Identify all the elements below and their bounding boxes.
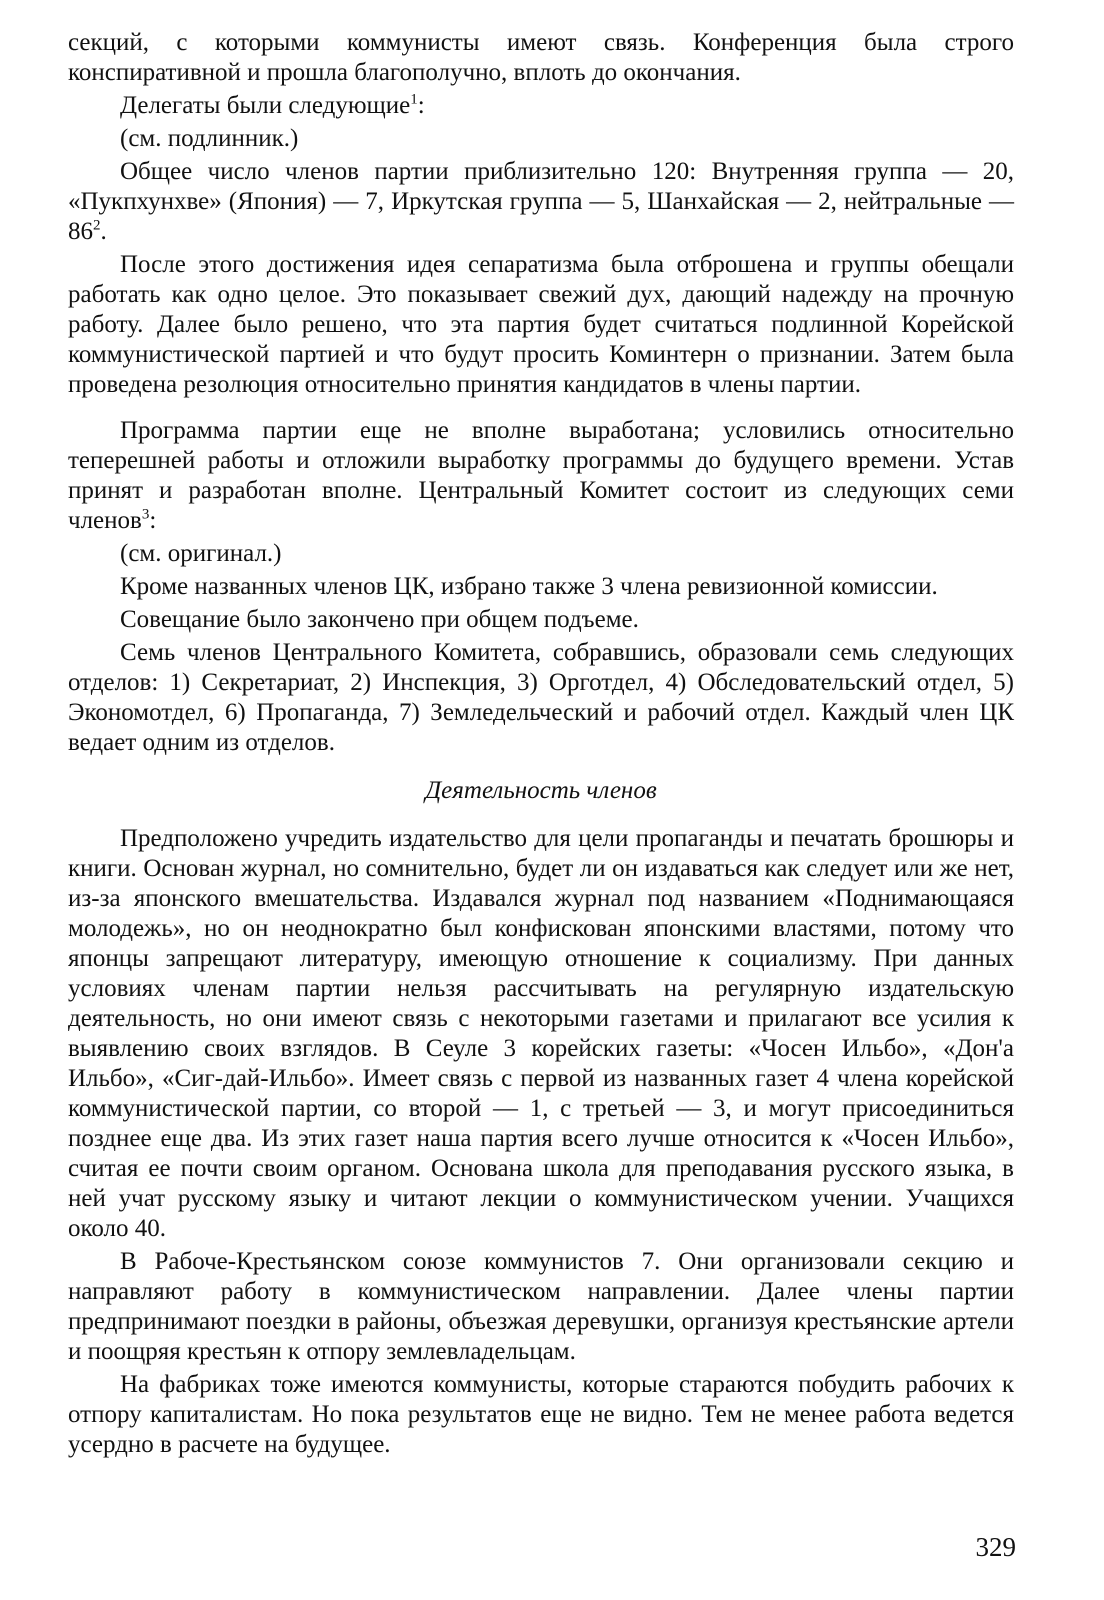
paragraph-delegates-text: Делегаты были следующие [120, 92, 411, 119]
paragraph-member-count-text: Общее число членов партии приблизительно 120: Внутренняя группа — 20, «Пукпхунхве» (Япония) — 7, Иркутская группа — 5, Шанхайская — 2, нейтральные — 86 [68, 158, 1014, 245]
paragraph-see-original-2: (см. оригинал.) [120, 540, 282, 567]
paragraph-peasant-union: В Рабоче-Крестьянском союзе коммунистов 7. Они организовали секцию и направляют работу в коммунистическом направлении. Далее члены партии предпринимают поездки в районы, объезжая деревушки, организуя крестьянские артели и поощряя крестьян к отпору землевладельцам. [68, 1248, 1014, 1365]
paragraph-separatism: После этого достижения идея сепаратизма была отброшена и группы обещали работать как одно целое. Это показывает свежий дух, дающий надежду на прочную работу. Далее было решено, что эта партия будет считаться подлинной Корейской коммунистической партией и что будут просить Коминтерн о признании. Затем была проведена резолюция относительно принятия кандидатов в члены партии. [68, 251, 1014, 398]
paragraph-program-colon: : [149, 507, 157, 534]
paragraph-departments: Семь членов Центрального Комитета, собравшись, образовали семь следующих отделов: 1) Секретариат, 2) Инспекция, 3) Орготдел, 4) Обследовательский отдел, 5) Экономотдел, 6) Пропаганда, 7) Земледельческий и рабочий отдел. Каждый член ЦК ведает одним из отделов. [68, 639, 1014, 756]
paragraph-continuation: секций, с которыми коммунисты имеют связь. Конференция была строго конспиративной и прошла благополучно, вплоть до окончания. [68, 29, 1014, 86]
paragraph-factories: На фабриках тоже имеются коммунисты, которые стараются побудить рабочих к отпору капиталистам. Но пока результатов еще не видно. Тем не менее работа ведется усердно в расчете на будущее. [68, 1371, 1014, 1458]
footnote-ref-1: 1 [410, 91, 418, 108]
paragraph-member-count-end: . [100, 218, 107, 245]
paragraph-publishing: Предположено учредить издательство для цели пропаганды и печатать брошюры и книги. Основан журнал, но сомнительно, будет ли он издаваться как следует или же нет, из-за японского вмешательства. Издавался журнал под названием «Поднимающаяся молодежь», но он неоднократно был конфискован японскими властями, потому что японцы запрещают литературу, имеющую отношение к социализму. При данных условиях членам партии нельзя рассчитывать на регулярную издательскую деятельность, но они имеют связь с некоторыми газетами и прилагают все усилия к выявлению своих взглядов. В Сеуле 3 корейских газеты: «Чосен Ильбо», «Дон'а Ильбо», «Сиг-дай-Ильбо». Имеет связь с первой из названных газет 4 члена корейской коммунистической партии, со второй — 1, с третьей — 3, и могут присоединиться позднее еще два. Из этих газет наша партия всего лучше относится к «Чосен Ильбо», считая ее почти своим органом. Основана школа для преподавания русского языка, в ней учат русскому языку и читают лекции о коммунистическом учении. Учащихся около 40. [68, 825, 1014, 1242]
paragraph-program-text: Программа партии еще не вполне выработана; условились относительно теперешней работы и отложили выработку программы до будущего времени. Устав принят и разработан вполне. Центральный Комитет состоит из следующих семи членов [68, 417, 1014, 534]
paragraph-delegates [68, 91, 1014, 121]
section-heading: Деятельность членов [425, 777, 657, 804]
paragraph-delegates-colon: : [417, 92, 425, 119]
paragraph-program [68, 416, 1014, 536]
paragraph-see-original-1: (см. подлинник.) [120, 125, 299, 152]
page-number: 329 [975, 1532, 1016, 1562]
paragraph-member-count [68, 157, 1014, 247]
footnote-ref-3: 3 [141, 506, 150, 523]
document-page [68, 28, 1014, 1463]
paragraph-revision-commission: Кроме названных членов ЦК, избрано также 3 члена ревизионной комиссии. [120, 573, 938, 600]
paragraph-meeting-ended: Совещание было закончено при общем подъеме. [120, 606, 639, 633]
footnote-ref-2: 2 [93, 217, 101, 234]
